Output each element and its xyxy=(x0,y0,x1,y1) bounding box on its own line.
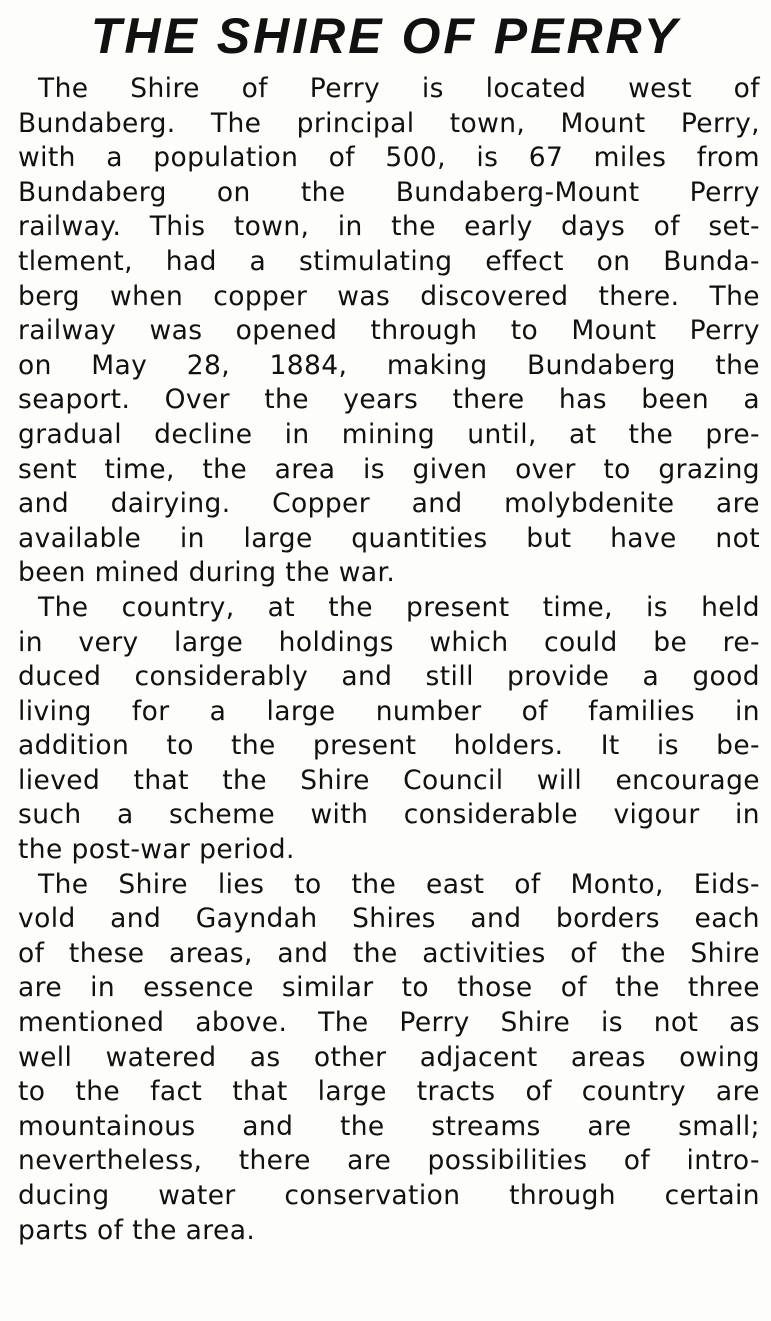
text-line: Bundaberg on the Bundaberg-Mount Perry xyxy=(18,176,760,208)
text-line: duced considerably and still provide a good xyxy=(18,661,760,693)
text-line: mountainous and the streams are small; xyxy=(18,1110,760,1142)
paragraph-3 xyxy=(18,868,760,1249)
article-title: THE SHIRE OF PERRY xyxy=(90,8,681,64)
article-body xyxy=(18,72,760,1248)
text-line: parts of the area. xyxy=(18,1214,256,1246)
paragraph-2 xyxy=(18,591,760,868)
text-line: nevertheless, there are possibilities of intro- xyxy=(18,1145,760,1177)
text-line: seaport. Over the years there has been a xyxy=(18,384,760,416)
text-line: of these areas, and the activities of the Shire xyxy=(18,937,760,969)
text-line: are in essence similar to those of the three xyxy=(18,972,760,1004)
text-line: well watered as other adjacent areas owing xyxy=(18,1041,760,1073)
text-line: ducing water conservation through certain xyxy=(18,1180,760,1211)
text-line: railway was opened through to Mount Perry xyxy=(18,315,760,347)
text-line: railway. This town, in the early days of set- xyxy=(18,211,760,243)
text-line: vold and Gayndah Shires and borders each xyxy=(18,903,760,935)
text-line: in very large holdings which could be re- xyxy=(18,626,760,658)
text-line: been mined during the war. xyxy=(18,557,396,589)
text-line: Bundaberg. The principal town, Mount Perry, xyxy=(18,107,760,139)
text-line: The country, at the present time, is held xyxy=(38,591,760,623)
text-line: the post-war period. xyxy=(18,834,295,866)
text-line: gradual decline in mining until, at the pre- xyxy=(18,418,760,450)
text-line: to the fact that large tracts of country are xyxy=(18,1076,760,1108)
text-line: with a population of 500, is 67 miles from xyxy=(18,142,760,174)
text-line: living for a large number of families in xyxy=(18,695,760,727)
text-line: such a scheme with considerable vigour in xyxy=(18,799,760,831)
text-line: tlement, had a stimulating effect on Bunda- xyxy=(18,245,760,277)
text-line: addition to the present holders. It is be- xyxy=(18,730,760,762)
text-line: sent time, the area is given over to grazing xyxy=(18,453,760,485)
text-line: berg when copper was discovered there. The xyxy=(18,280,760,312)
text-line: and dairying. Copper and molybdenite are xyxy=(18,488,760,520)
text-line: on May 28, 1884, making Bundaberg the xyxy=(18,349,760,381)
text-line: lieved that the Shire Council will encourage xyxy=(18,764,760,796)
text-line: The Shire of Perry is located west of xyxy=(38,73,760,104)
text-line: mentioned above. The Perry Shire is not as xyxy=(18,1007,760,1039)
paragraph-1 xyxy=(18,72,760,591)
text-line: available in large quantities but have not xyxy=(18,522,760,554)
text-line: The Shire lies to the east of Monto, Eids- xyxy=(38,868,760,900)
